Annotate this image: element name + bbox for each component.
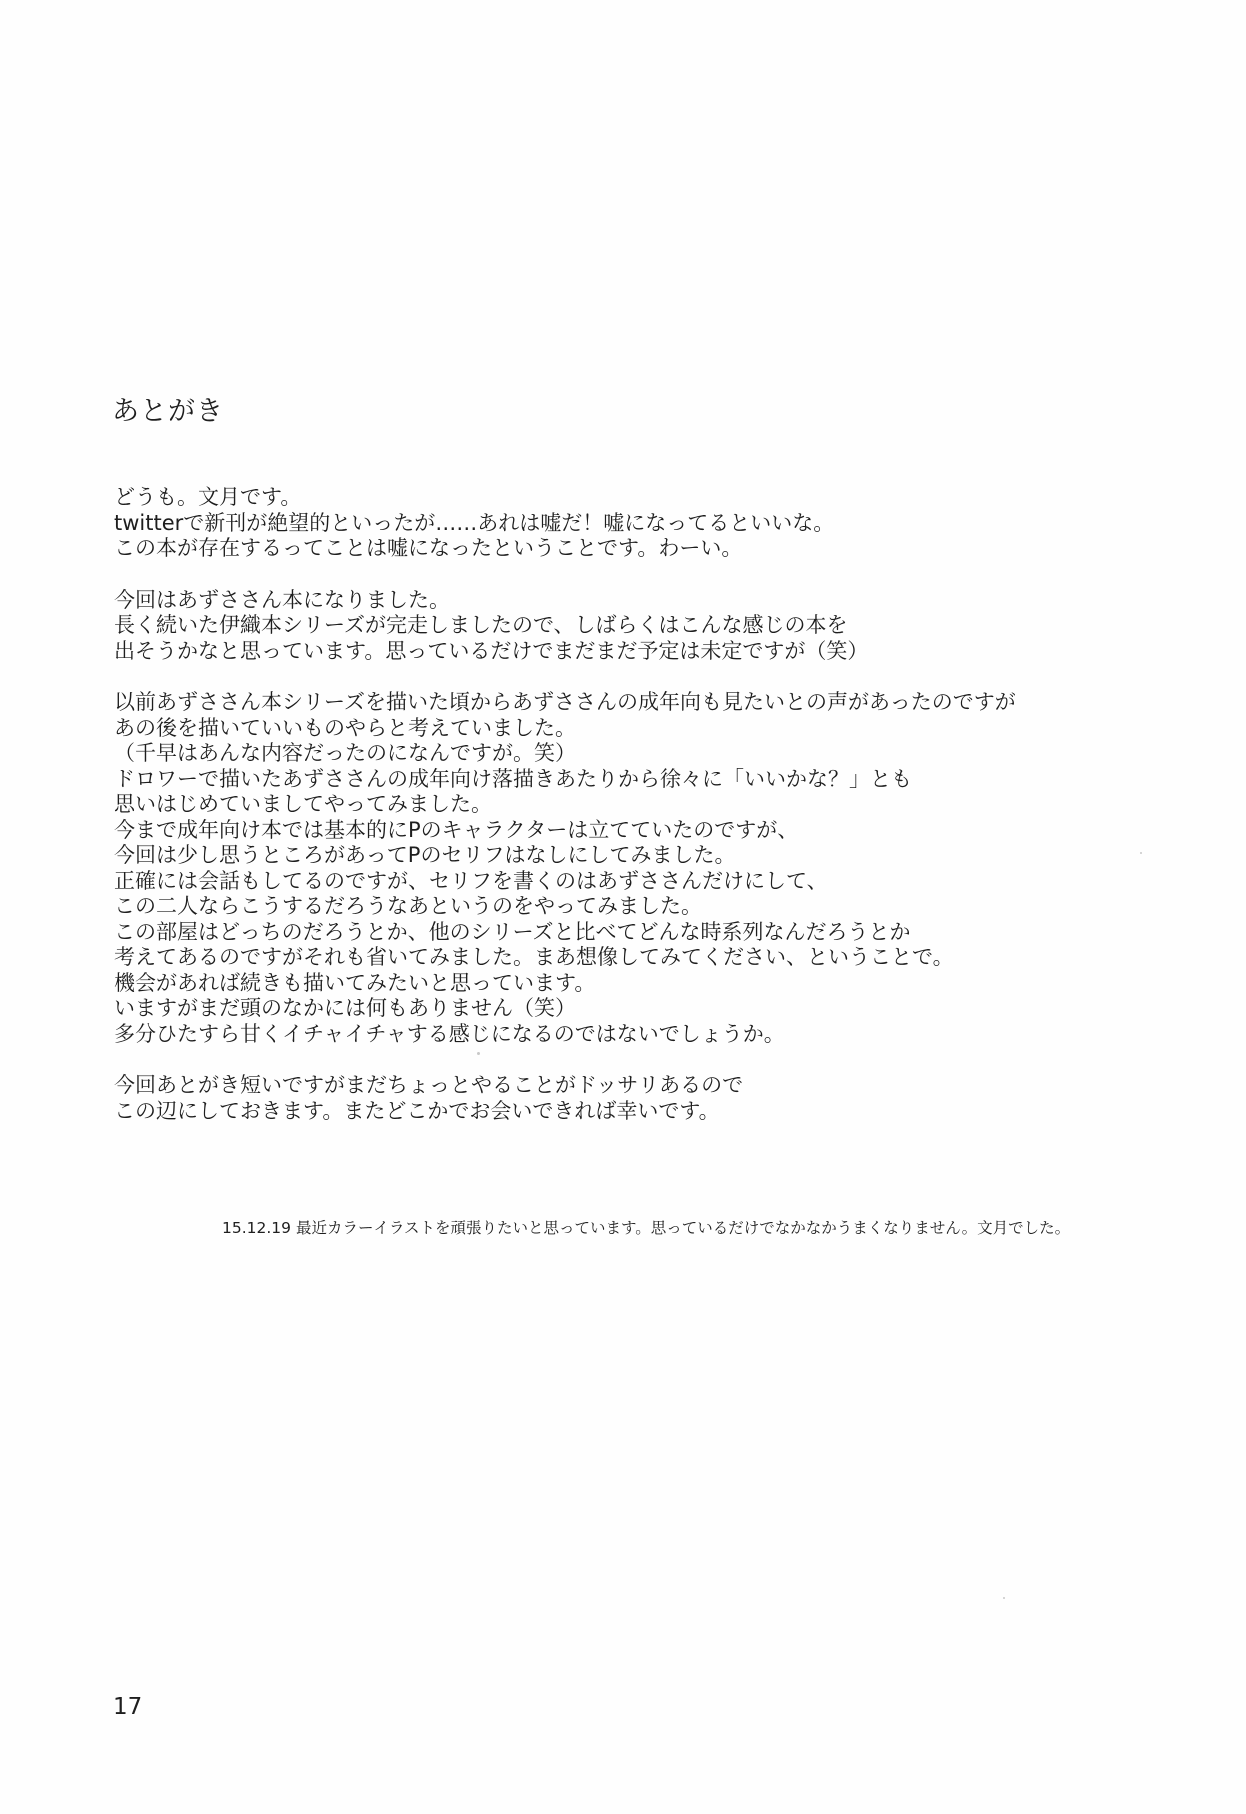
text-line: 今回はあずささん本になりました。 bbox=[114, 587, 450, 612]
page-number: 17 bbox=[113, 1694, 143, 1720]
text-line: twitterで新刊が絶望的といったが……あれは嘘だ！嘘になってるといいな。 bbox=[114, 510, 835, 535]
text-line: 正確には会話もしてるのですが、セリフを書くのはあずささんだけにして、 bbox=[114, 868, 828, 893]
text-line: いますがまだ頭のなかには何もありません（笑） bbox=[114, 996, 576, 1020]
text-line: どうも。文月です。 bbox=[114, 485, 302, 509]
paragraph-greeting bbox=[114, 485, 1174, 562]
afterword-body bbox=[114, 485, 1174, 1150]
text-line: 以前あずささん本シリーズを描いた頃からあずささんの成年向も見たいとの声があったのですが bbox=[114, 690, 1016, 714]
paragraph-background bbox=[114, 690, 1174, 1047]
text-line: 今まで成年向け本では基本的にPのキャラクターは立てていたのですが、 bbox=[114, 817, 799, 842]
dated-footnote: 15.12.19 最近カラーイラストを頑張りたいと思っています。思っているだけでなかなかうまくなりません。文月でした。 bbox=[222, 1219, 1071, 1237]
text-line: この本が存在するってことは嘘になったということです。わーい。 bbox=[114, 536, 743, 560]
text-line: ドロワーで描いたあずささんの成年向け落描きあたりから徐々に「いいかな？」とも bbox=[114, 766, 912, 791]
scan-speck bbox=[1003, 1597, 1005, 1599]
scan-speck bbox=[477, 1052, 480, 1055]
text-line: （千早はあんな内容だったのになんですが。笑） bbox=[114, 741, 576, 765]
text-line: 長く続いた伊織本シリーズが完走しましたので、しばらくはこんな感じの本を bbox=[114, 613, 848, 637]
page-title: あとがき bbox=[112, 396, 224, 427]
text-line: この二人ならこうするだろうなあというのをやってみました。 bbox=[114, 894, 702, 918]
text-line: 機会があれば続きも描いてみたいと思っています。 bbox=[114, 970, 596, 995]
paragraph-closing bbox=[114, 1073, 1174, 1124]
text-line: 考えてあるのですがそれも省いてみました。まあ想像してみてください、ということで。 bbox=[114, 945, 954, 969]
text-line: 思いはじめていましてやってみました。 bbox=[114, 792, 492, 816]
text-line: 多分ひたすら甘くイチャイチャする感じになるのではないでしょうか。 bbox=[114, 1021, 785, 1046]
text-line: この部屋はどっちのだろうとか、他のシリーズと比べてどんな時系列なんだろうとか bbox=[114, 919, 911, 944]
paragraph-new-book bbox=[114, 588, 1174, 665]
scan-speck bbox=[1140, 852, 1142, 854]
text-line: 今回あとがき短いですがまだちょっとやることがドッサリあるので bbox=[114, 1073, 744, 1097]
text-line: この辺にしておきます。またどこかでお会いできれば幸いです。 bbox=[114, 1098, 720, 1123]
text-line: 出そうかなと思っています。思っているだけでまだまだ予定は未定ですが（笑） bbox=[114, 638, 869, 663]
text-line: 今回は少し思うところがあってPのセリフはなしにしてみました。 bbox=[114, 843, 736, 867]
text-line: あの後を描いていいものやらと考えていました。 bbox=[114, 715, 576, 740]
